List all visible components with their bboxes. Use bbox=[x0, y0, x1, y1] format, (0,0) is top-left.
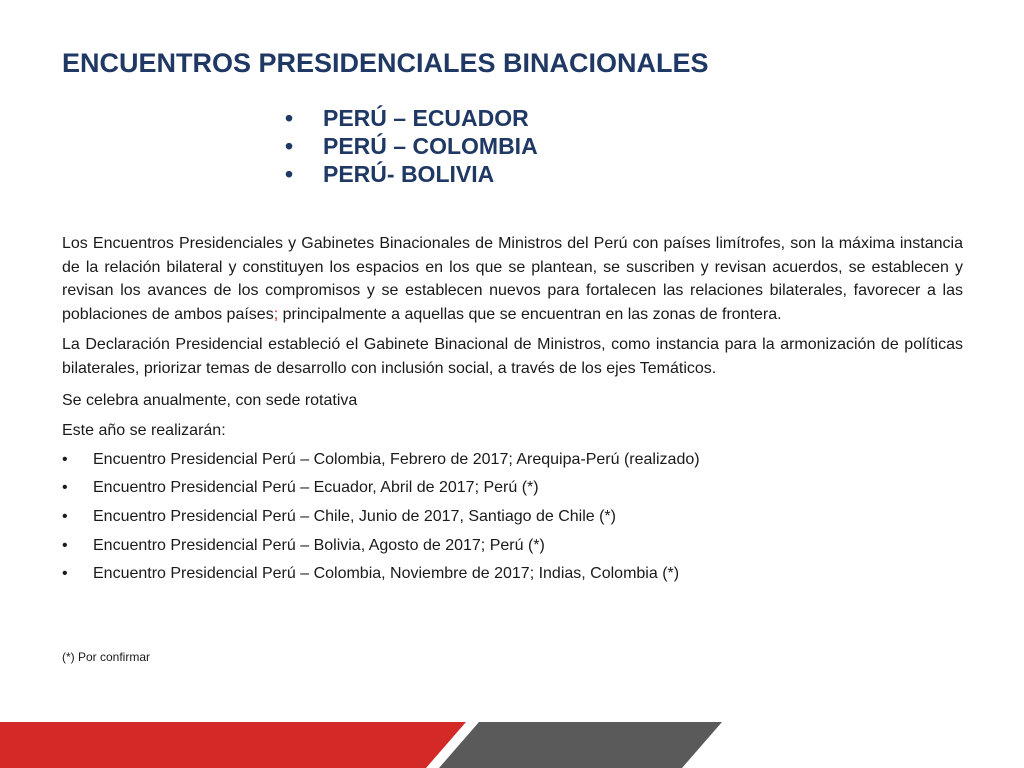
footer-gray-band bbox=[439, 722, 722, 768]
footer-decorative-bar bbox=[0, 722, 1024, 768]
event-item: • Encuentro Presidencial Perú – Ecuador, Abril de 2017; Perú (*) bbox=[62, 476, 963, 500]
event-item: • Encuentro Presidencial Perú – Colombia, Noviembre de 2017; Indias, Colombia (*) bbox=[62, 562, 963, 586]
slide-body bbox=[62, 232, 963, 591]
event-item: • Encuentro Presidencial Perú – Chile, Junio de 2017, Santiago de Chile (*) bbox=[62, 505, 963, 529]
paragraph-annual: Se celebra anualmente, con sede rotativa bbox=[62, 391, 358, 409]
country-pairs-list bbox=[283, 104, 538, 188]
footer-red-band bbox=[0, 722, 466, 768]
footnote: (*) Por confirmar bbox=[62, 650, 151, 664]
pair-peru-colombia: • PERÚ – COLOMBIA bbox=[283, 132, 538, 160]
slide-title: ENCUENTROS PRESIDENCIALES BINACIONALES bbox=[62, 48, 709, 78]
paragraph-declaration: La Declaración Presidencial estableció el Gabinete Binacional de Ministros, como instancia para la armonización de políticas bilaterales, priorizar temas de desarrollo con inclusión social, a través de los ejes Temáticos. bbox=[62, 336, 963, 377]
events-list bbox=[62, 448, 963, 586]
pair-peru-bolivia: • PERÚ- BOLIVIA bbox=[283, 160, 538, 188]
paragraph-intro bbox=[62, 232, 963, 326]
event-item: • Encuentro Presidencial Perú – Colombia, Febrero de 2017; Arequipa-Perú (realizado) bbox=[62, 448, 963, 472]
paragraph-intro-text: Los Encuentros Presidenciales y Gabinetes Binacionales de Ministros del Perú con países limítrofes, son la máxima instancia de la relación bilateral y constituyen los espacios en los que se plantean, se suscriben y revisan acuerdos, se establecen y revisan los avances de los compromisos y se establecen nuevos para fortalecen las relaciones bilaterales, favorecer a las poblaciones de ambos países bbox=[62, 235, 963, 323]
paragraph-this-year: Este año se realizarán: bbox=[62, 422, 226, 440]
pair-peru-ecuador: • PERÚ – ECUADOR bbox=[283, 104, 538, 132]
red-semicolon: ; bbox=[273, 305, 279, 323]
paragraph-intro-tail: principalmente a aquellas que se encuentran en las zonas de frontera. bbox=[278, 305, 782, 323]
event-item: • Encuentro Presidencial Perú – Bolivia, Agosto de 2017; Perú (*) bbox=[62, 534, 963, 558]
